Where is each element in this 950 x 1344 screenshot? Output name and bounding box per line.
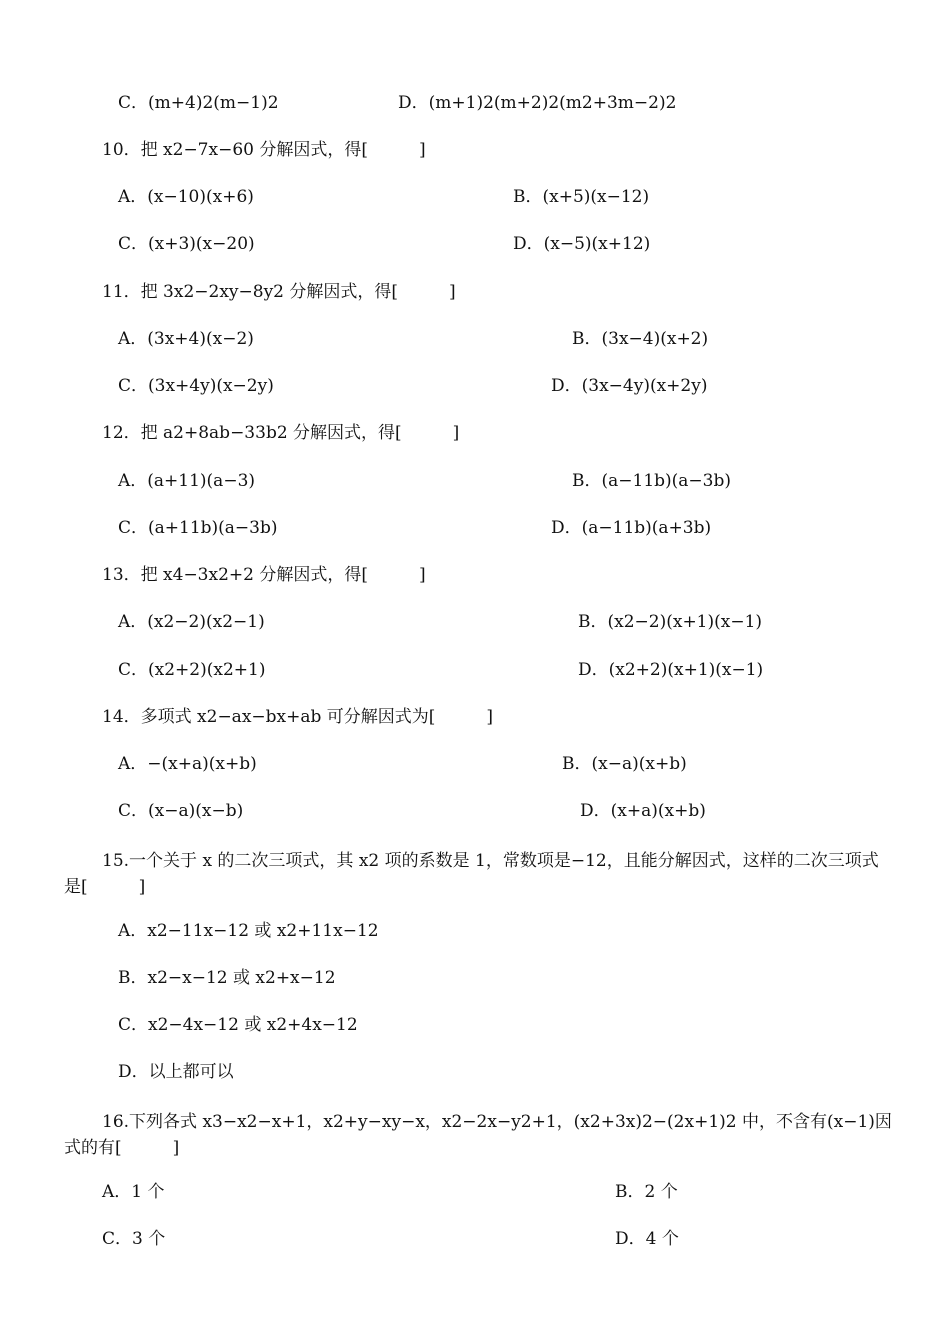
q13-stem: 13．把 x4−3x2+2 分解因式，得[ ] xyxy=(102,565,426,585)
q11-option-c: C．(3x+4y)(x−2y) xyxy=(118,376,274,396)
q11-option-a: A．(3x+4)(x−2) xyxy=(118,329,254,349)
q15-option-d: D．以上都可以 xyxy=(118,1062,234,1082)
q12-option-c: C．(a+11b)(a−3b) xyxy=(118,518,278,538)
q13-option-c: C．(x2+2)(x2+1) xyxy=(118,660,266,680)
q11-stem: 11．把 3x2−2xy−8y2 分解因式，得[ ] xyxy=(102,282,456,302)
q12-option-a: A．(a+11)(a−3) xyxy=(118,471,256,491)
q14-option-d: D．(x+a)(x+b) xyxy=(580,801,706,821)
q16-stem: 16.下列各式 x3−x2−x+1，x2+y−xy−x，x2−2x−y2+1，(x2+3x)2−(2x+1)2 中，不含有(x−1)因式的有[ ] xyxy=(64,1112,892,1158)
q14-option-c: C．(x−a)(x−b) xyxy=(118,801,244,821)
q10-option-a: A．(x−10)(x+6) xyxy=(118,187,254,207)
q16-option-d: D．4 个 xyxy=(615,1229,679,1249)
q16-option-c: C．3 个 xyxy=(102,1229,166,1249)
q14-option-a: A．−(x+a)(x+b) xyxy=(118,754,257,774)
q14-option-b: B．(x−a)(x+b) xyxy=(562,754,687,774)
q10-option-b: B．(x+5)(x−12) xyxy=(513,187,650,207)
q12-option-d: D．(a−11b)(a+3b) xyxy=(551,518,712,538)
q10-option-d: D．(x−5)(x+12) xyxy=(513,234,651,254)
q13-option-d: D．(x2+2)(x+1)(x−1) xyxy=(578,660,764,680)
q11-option-b: B．(3x−4)(x+2) xyxy=(572,329,709,349)
q9-option-d: D．(m+1)2(m+2)2(m2+3m−2)2 xyxy=(398,93,677,113)
q9-option-c: C．(m+4)2(m−1)2 xyxy=(118,93,279,113)
q15-option-a: A．x2−11x−12 或 x2+11x−12 xyxy=(118,921,379,941)
q10-option-c: C．(x+3)(x−20) xyxy=(118,234,255,254)
q13-option-b: B．(x2−2)(x+1)(x−1) xyxy=(578,612,763,632)
q11-option-d: D．(3x−4y)(x+2y) xyxy=(551,376,708,396)
q15-stem: 15.一个关于 x 的二次三项式，其 x2 项的系数是 1，常数项是−12，且能分解因式，这样的二次三项式是[ ] xyxy=(64,851,879,897)
q15-option-c: C．x2−4x−12 或 x2+4x−12 xyxy=(118,1015,358,1035)
q14-stem: 14．多项式 x2−ax−bx+ab 可分解因式为[ ] xyxy=(102,707,494,727)
q10-stem: 10．把 x2−7x−60 分解因式，得[ ] xyxy=(102,140,426,160)
q16-option-b: B．2 个 xyxy=(615,1182,678,1202)
q13-option-a: A．(x2−2)(x2−1) xyxy=(118,612,265,632)
q15-option-b: B．x2−x−12 或 x2+x−12 xyxy=(118,968,336,988)
q16-option-a: A．1 个 xyxy=(102,1182,165,1202)
q12-stem: 12．把 a2+8ab−33b2 分解因式，得[ ] xyxy=(102,423,460,443)
q12-option-b: B．(a−11b)(a−3b) xyxy=(572,471,731,491)
